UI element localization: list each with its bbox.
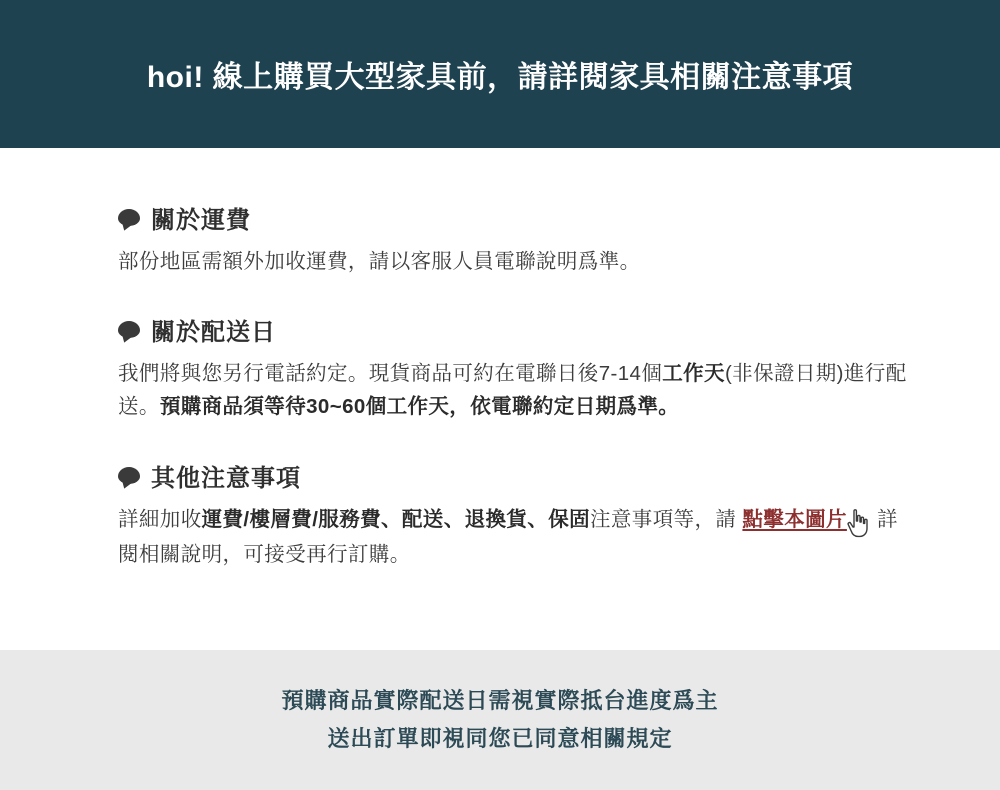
speech-bubble-icon: [118, 209, 140, 226]
page-title: hoi! 線上購買大型家具前，請詳閱家具相關注意事項: [146, 61, 854, 94]
text-run: 詳閱相關說明，可接受再行訂購。: [118, 507, 898, 566]
notice-content: [118, 200, 910, 571]
text-run: 我們將與您另行電話約定。現貨商品可約在電聯日後7-14個: [118, 362, 663, 386]
speech-bubble-icon: [118, 321, 140, 338]
text-run: 部份地區需額外加收運費，請以客服人員電聯說明爲準。: [118, 250, 641, 273]
text-run: (非保證日期)進行配送。: [118, 362, 907, 419]
text-run: 注意事項等，請: [590, 507, 743, 531]
section-shipping-fee: [118, 200, 910, 278]
section-text: [118, 503, 910, 571]
page-footer: [0, 650, 1000, 790]
speech-bubble-icon: [118, 467, 140, 484]
footer-line-2: 送出訂單即視同您已同意相關規定: [327, 726, 673, 751]
footer-line-1: 預購商品實際配送日需視實際抵台進度爲主: [281, 687, 719, 713]
section-text: [118, 357, 910, 423]
section-heading: [118, 312, 910, 347]
section-heading: [118, 458, 910, 493]
section-title: 關於運費: [151, 207, 251, 234]
text-run: 詳細加收: [118, 507, 202, 531]
text-run-bold: 預購商品須等待30~60個工作天，依電聯約定日期爲準。: [159, 395, 680, 419]
section-title: 關於配送日: [151, 319, 276, 347]
text-run-bold: 運費/樓層費/服務費、配送、退換貨、保固: [201, 507, 590, 531]
text-run-bold: 工作天: [662, 362, 725, 386]
click-image-link[interactable]: 點擊本圖片: [742, 507, 847, 531]
section-other-notes: [118, 458, 910, 571]
page-header: [0, 0, 1000, 148]
section-text: [118, 245, 910, 278]
section-title: 其他注意事項: [151, 464, 301, 492]
section-delivery-date: [118, 312, 910, 423]
notice-body: [0, 148, 1000, 650]
section-heading: [118, 200, 910, 235]
pointing-hand-cursor-icon: [845, 508, 871, 538]
